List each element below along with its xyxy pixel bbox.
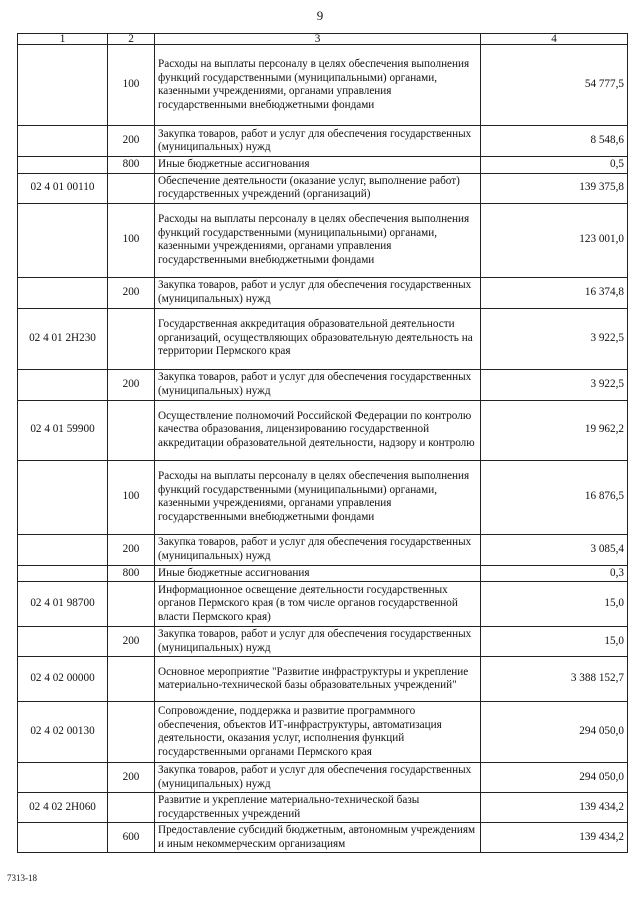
row-code: [18, 277, 108, 308]
row-amount: 123 001,0: [481, 203, 628, 277]
table-row: [18, 823, 628, 853]
row-amount: 3 085,4: [481, 534, 628, 565]
table-header-row: [18, 34, 628, 45]
row-code: [18, 627, 108, 657]
row-description: Государственная аккредитация образовательной деятельности организаций, осуществляющих образовательную деятельность на территории Пермского края: [155, 308, 481, 369]
row-code: [18, 534, 108, 565]
row-expense-type: 200: [108, 369, 155, 400]
page-number: 9: [316, 8, 324, 23]
table-row: [18, 460, 628, 534]
table-row: [18, 157, 628, 174]
budget-table: [17, 33, 628, 853]
row-description: Закупка товаров, работ и услуг для обеспечения государственных (муниципальных) нужд: [155, 627, 481, 657]
row-code: [18, 369, 108, 400]
table-row: [18, 657, 628, 702]
row-code: [18, 126, 108, 157]
row-code: [18, 45, 108, 126]
row-code: 02 4 01 00110: [18, 173, 108, 203]
row-expense-type: 100: [108, 203, 155, 277]
row-amount: 3 922,5: [481, 369, 628, 400]
row-description: Закупка товаров, работ и услуг для обеспечения государственных (муниципальных) нужд: [155, 277, 481, 308]
header-col-2: 2: [108, 34, 155, 45]
row-code: [18, 157, 108, 174]
row-description: Обеспечение деятельности (оказание услуг, выполнение работ) государственных учреждений (организаций): [155, 173, 481, 203]
header-col-3: 3: [155, 34, 481, 45]
table-row: [18, 565, 628, 582]
row-code: 02 4 01 2Н230: [18, 308, 108, 369]
row-code: [18, 763, 108, 793]
table-row: [18, 763, 628, 793]
table-row: [18, 627, 628, 657]
row-description: Расходы на выплаты персоналу в целях обеспечения выполнения функций государственными (муниципальными) органами, казенными учреждениями, органами управления государственными внебюджетными фондами: [155, 45, 481, 126]
row-expense-type: 800: [108, 565, 155, 582]
document-code: 7313-18: [7, 873, 37, 883]
row-description: Осуществление полномочий Российской Федерации по контролю качества образования, лицензированию государственной аккредитации образовательной деятельности, надзору и контролю: [155, 400, 481, 460]
header-col-4: 4: [481, 34, 628, 45]
row-amount: 139 434,2: [481, 823, 628, 853]
row-amount: 3 388 152,7: [481, 657, 628, 702]
row-expense-type: 200: [108, 126, 155, 157]
row-description: Основное мероприятие "Развитие инфраструктуры и укрепление материально-технической базы образовательных учреждений": [155, 657, 481, 702]
row-expense-type: [108, 793, 155, 823]
row-expense-type: [108, 308, 155, 369]
row-description: Расходы на выплаты персоналу в целях обеспечения выполнения функций государственными (муниципальными) органами, казенными учреждениями, органами управления государственными внебюджетными фондами: [155, 460, 481, 534]
row-expense-type: 200: [108, 277, 155, 308]
table-row: [18, 173, 628, 203]
row-amount: 15,0: [481, 627, 628, 657]
table-row: [18, 534, 628, 565]
row-code: [18, 565, 108, 582]
row-description: Предоставление субсидий бюджетным, автономным учреждениям и иным некоммерческим организациям: [155, 823, 481, 853]
table-row: [18, 400, 628, 460]
table-row: [18, 203, 628, 277]
row-amount: 8 548,6: [481, 126, 628, 157]
row-expense-type: 600: [108, 823, 155, 853]
row-amount: 16 876,5: [481, 460, 628, 534]
row-expense-type: [108, 173, 155, 203]
row-description: Закупка товаров, работ и услуг для обеспечения государственных (муниципальных) нужд: [155, 126, 481, 157]
row-code: [18, 460, 108, 534]
row-amount: 16 374,8: [481, 277, 628, 308]
row-expense-type: 200: [108, 763, 155, 793]
table-row: [18, 582, 628, 627]
row-description: Сопровождение, поддержка и развитие программного обеспечения, объектов ИТ-инфраструктуры, автоматизация деятельности, оказания услуг, исполнения функций государственными органами Пермского края: [155, 702, 481, 763]
row-description: Расходы на выплаты персоналу в целях обеспечения выполнения функций государственными (муниципальными) органами, казенными учреждениями, органами управления государственными внебюджетными фондами: [155, 203, 481, 277]
row-description: Иные бюджетные ассигнования: [155, 565, 481, 582]
table-row: [18, 369, 628, 400]
row-amount: 0,5: [481, 157, 628, 174]
row-amount: 54 777,5: [481, 45, 628, 126]
row-amount: 15,0: [481, 582, 628, 627]
row-expense-type: [108, 702, 155, 763]
row-expense-type: [108, 582, 155, 627]
row-code: 02 4 02 00000: [18, 657, 108, 702]
table-row: [18, 45, 628, 126]
row-description: Информационное освещение деятельности государственных органов Пермского края (в том числе органов государственной власти Пермского края): [155, 582, 481, 627]
row-amount: 0,3: [481, 565, 628, 582]
row-amount: 294 050,0: [481, 702, 628, 763]
row-expense-type: [108, 400, 155, 460]
row-description: Развитие и укрепление материально-технической базы государственных учреждений: [155, 793, 481, 823]
row-expense-type: 200: [108, 627, 155, 657]
header-col-1: 1: [18, 34, 108, 45]
table-row: [18, 702, 628, 763]
row-description: Закупка товаров, работ и услуг для обеспечения государственных (муниципальных) нужд: [155, 763, 481, 793]
row-description: Иные бюджетные ассигнования: [155, 157, 481, 174]
row-code: 02 4 01 98700: [18, 582, 108, 627]
row-description: Закупка товаров, работ и услуг для обеспечения государственных (муниципальных) нужд: [155, 534, 481, 565]
table-row: [18, 308, 628, 369]
row-description: Закупка товаров, работ и услуг для обеспечения государственных (муниципальных) нужд: [155, 369, 481, 400]
row-expense-type: 200: [108, 534, 155, 565]
row-amount: 294 050,0: [481, 763, 628, 793]
table-row: [18, 277, 628, 308]
row-amount: 3 922,5: [481, 308, 628, 369]
row-amount: 139 375,8: [481, 173, 628, 203]
row-expense-type: [108, 657, 155, 702]
row-code: [18, 203, 108, 277]
row-code: 02 4 02 00130: [18, 702, 108, 763]
row-code: 02 4 02 2Н060: [18, 793, 108, 823]
row-amount: 139 434,2: [481, 793, 628, 823]
row-expense-type: 100: [108, 460, 155, 534]
row-code: 02 4 01 59900: [18, 400, 108, 460]
row-code: [18, 823, 108, 853]
table-row: [18, 126, 628, 157]
row-amount: 19 962,2: [481, 400, 628, 460]
row-expense-type: 100: [108, 45, 155, 126]
table-row: [18, 793, 628, 823]
row-expense-type: 800: [108, 157, 155, 174]
